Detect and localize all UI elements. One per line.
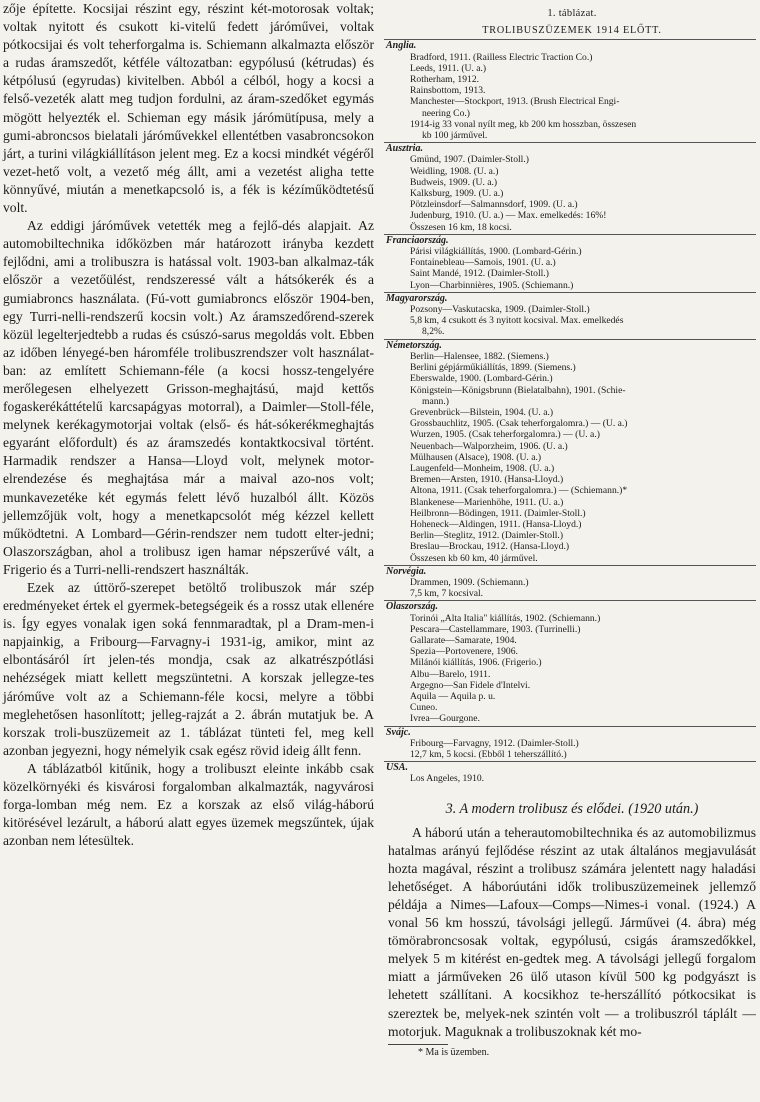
- section-body: [388, 824, 756, 1041]
- table-country-heading: Franciaország.: [384, 234, 756, 246]
- table-entry: Cuneo.: [410, 702, 438, 714]
- table-entry: Wurzen, 1905. (Csak teherforgalomra.) — (U. a.): [410, 429, 600, 441]
- table-entry: Grevenbrück—Bilstein, 1904. (U. a.): [410, 406, 554, 418]
- table-number: 1. táblázat.: [547, 8, 597, 19]
- table-country-heading: Németország.: [384, 339, 756, 351]
- table-entry: 12,7 km, 5 kocsi. (Ebből 1 teherszállító.): [410, 749, 567, 760]
- table-entry: Pötzleinsdorf—Salmannsdorf, 1909. (U. a.): [410, 199, 578, 211]
- left-paragraph-4: A táblázatból kitűnik, hogy a trolibuszt eleinte inkább csak közelkörnyéki és kisvárosi forgalomban alkalmazták, nagyvárosi forga-lomban még nem. Ez a korszak az első világ-háború kitörésével lezárult, a háború alatt egyes üzemek megszűntek, újak azonban nem létesültek.: [3, 760, 374, 849]
- right-column: [388, 0, 756, 1058]
- table-country-heading: Olaszország.: [384, 600, 756, 612]
- table-entry: Leeds, 1911. (U. a.): [410, 62, 487, 74]
- table-entry: Mülhausen (Alsace), 1908. (U. a.): [410, 451, 542, 463]
- table-entry: Ivrea—Gourgone.: [410, 713, 480, 725]
- table-entry: mann.): [422, 395, 449, 407]
- table-country-heading: USA.: [384, 761, 756, 773]
- table-entry: kb 100 járművel.: [422, 130, 488, 142]
- table-country-heading: Svájc.: [384, 726, 756, 738]
- table-entry: Hoheneck—Aldingen, 1911. (Hansa-Lloyd.): [410, 518, 582, 530]
- table-entry: Összesen kb 60 km, 40 járművel.: [410, 552, 538, 564]
- table-entry: Milánói kiállítás, 1906. (Frigerio.): [410, 657, 542, 669]
- footnote-rule: [388, 1044, 448, 1045]
- table-entry: 8,2%.: [422, 326, 445, 338]
- left-paragraph-3: Ezek az úttörő-szerepet betöltő trolibuszok már szép eredményeket értek el gyermek-betegségeik és a rossz utak ellenére is. Így egyes vonalak igen soká fennmaradtak, pl a Dram-men-i napjainkig, a Fribourg—Farvagny-i 1931-ig, amikor, mint az elbontásáról írt jelen-tés mondja, csak az alkatrészpótlási nehézségek miatt kellett megszüntetni. A korszak jellegze-tes járóműve volt az a Schiemann-féle kocsi, melyre a többi meglehetősen hasonlított; jelleg-rajzát a 2. ábrán mutatjuk be. A korszak troli-buszüzemeit az 1. táblázat tünteti fel, meg kell azonban jegyezni, hogy némelyik csak egész rövid ideig állt fenn.: [3, 580, 374, 758]
- left-paragraph-1: zője építette. Kocsijai részint egy, részint két-motorosak voltak; voltak nyitott és csukott ki-vitelű fedett járóművei, voltak pótkocsijai és volt teherforgalma is. Schiemann alkalmazta először a rudas áramszedőt, kétféle változatban: egypólusú (kétrudas) és kétpólusú (egyrudas) kivitelben. Abból a célból, hogy a kocsi a felső-vezeték alatt meg tudjon fordulni, az áram-szedőket egymás mögött helyezték el. Schieman egy másik járómütípusa, mely a gumi-abroncsos bielatali járóművekkel ellentétben vasabroncsokon járt, a turini világkiállításon jelent meg. Ez a kocsi mindkét végéről vezet-hető volt, a vezető még állt, ami a vezetést aligha tette könnyűvé, miután a menetkapcsoló is, a fék is kézíműködtetésű volt.: [3, 1, 374, 216]
- table-entry: Laugenfeld—Monheim, 1908. (U. a.): [410, 462, 555, 474]
- table-entry: Bradford, 1911. (Railless Electric Traction Co.): [410, 51, 593, 63]
- table-title: TROLIBUSZÜZEMEK 1914 ELŐTT.: [482, 25, 662, 37]
- table-country-heading: Ausztria.: [384, 142, 756, 154]
- table-entry: Saint Mandé, 1912. (Daimler-Stoll.): [410, 268, 549, 280]
- footnote: * Ma is üzemben.: [418, 1046, 490, 1058]
- table-entry: Albu—Barelo, 1911.: [410, 668, 491, 680]
- table-entry: Judenburg, 1910. (U. a.) — Max. emelkedés: 16%!: [410, 210, 607, 222]
- table-entry: Weidling, 1908. (U. a.): [410, 165, 499, 177]
- table-entry: Gallarate—Samarate, 1904.: [410, 634, 517, 646]
- table-entry: Berlin—Steglitz, 1912. (Daimler-Stoll.): [410, 530, 564, 542]
- table-entry: Altona, 1911. (Csak teherforgalomra.) — (Schiemann.)*: [410, 485, 628, 497]
- left-column: [3, 0, 374, 850]
- table-entry: Torinói „Alta Italia" kiállítás, 1902. (Schiemann.): [410, 612, 601, 624]
- table-entry: Kalksburg, 1909. (U. a.): [410, 188, 504, 200]
- table-country-heading: Magyarország.: [384, 292, 756, 304]
- section-paragraph: A háború után a teherautomobiltechnika és az automobilizmus hatalmas arányú fejlődése részint az utak általános megjavulását hozta magával, részint a trolibusz számára jelentett nagy haladási lehetőséget. A háborúutáni idők trolibuszüzemeinek jellemző példája a Nimes—Lafoux—Comps—Nimes-i vonal. (1924.) A vonal 56 km hosszú, távolsági jellegű. Járművei (4. ábra) még tömörabroncsosak voltak, egypólusú, csigás áramszedőkkel, melyek 5 m kitérést en-gedtek meg. A távolsági jellegű forgalom miatt a járműveken 26 ülő utason kívül 500 kg podgyászt is lehetett szállítani. A kocsikhoz te-herszállító pótkocsikat is szereztek be, melyek-nek szintén volt — a trolibuszról táplált — motorjuk. Maguknak a trolibuszoknak két mo-: [388, 824, 756, 1039]
- table-entry: Fontainebleau—Samois, 1901. (U. a.): [410, 257, 556, 269]
- table-entry: 1914-ig 33 vonal nyílt meg, kb 200 km hosszban, összesen: [410, 118, 637, 130]
- table-entry: Neuenbach—Walporzheim, 1906. (U. a.): [410, 440, 568, 452]
- table-entry: Aquila — Aquila p. u.: [410, 690, 496, 702]
- table-entry: Összesen 16 km, 18 kocsi.: [410, 221, 512, 233]
- table-entry: Grossbauchlitz, 1905. (Csak teherforgalomra.) — (U. a.): [410, 418, 628, 430]
- table-entry: Rainsbottom, 1913.: [410, 85, 486, 97]
- section-heading: 3. A modern trolibusz és elődei. (1920 után.): [445, 800, 699, 817]
- table-entry: Pozsony—Vaskutacska, 1909. (Daimler-Stoll.): [410, 304, 590, 316]
- table-entry: Los Angeles, 1910.: [410, 773, 485, 785]
- table-entry: Heilbronn—Bödingen, 1911. (Daimler-Stoll.): [410, 507, 586, 519]
- table-entry: Breslau—Brockau, 1912. (Hansa-Lloyd.): [410, 541, 570, 553]
- table-body: [388, 39, 756, 784]
- table-entry: Párisi világkiállítás, 1900. (Lombard-Gérin.): [410, 246, 582, 258]
- table-entry: Berlini gépjárműkiállítás, 1899. (Siemens.): [410, 362, 576, 374]
- table-entry: Lyon—Charbinnières, 1905. (Schiemann.): [410, 279, 574, 291]
- table-entry: Berlin—Halensee, 1882. (Siemens.): [410, 350, 549, 362]
- table-entry: Gmünd, 1907. (Daimler-Stoll.): [410, 154, 529, 166]
- table-entry: Budweis, 1909. (U. a.): [410, 176, 498, 188]
- table-entry: Bremen—Arsten, 1910. (Hansa-Lloyd.): [410, 474, 564, 486]
- table-entry: Rotherham, 1912.: [410, 74, 480, 86]
- table-entry: Königstein—Königsbrunn (Bielatalbahn), 1901. (Schie-: [410, 384, 626, 396]
- table-entry: neering Co.): [422, 107, 470, 119]
- table-entry: Manchester—Stockport, 1913. (Brush Electrical Engi-: [410, 96, 620, 108]
- table-entry: Argegno—San Fidele d'Intelvi.: [410, 679, 531, 691]
- table-entry: Spezia—Portovenere, 1906.: [410, 646, 518, 658]
- trolleybus-table: [388, 8, 756, 785]
- table-entry: Fribourg—Farvagny, 1912. (Daimler-Stoll.): [410, 737, 579, 749]
- table-country-heading: Norvégia.: [384, 565, 756, 577]
- table-entry: Pescara—Castellammare, 1903. (Turrinelli.): [410, 623, 581, 635]
- table-entry: Drammen, 1909. (Schiemann.): [410, 576, 529, 588]
- left-paragraph-2: Az eddigi járóművek vetették meg a fejlő-dés alapjait. Az automobiltechnika időközben már határozott irányba kezdett fejlődni, ami a trolibuszra is hatással volt. 1903-ban alkalmaz-ták először a vezetőülést, rendszeressé vált a hátsókerék és a gumiabroncs használata. (Fú-vott gumiabroncs először 1904-ben, egy Turri-nelli-rendszerű kocsin volt.) Az áramszedőrend-szerek közül legelterjedtebb a rudas és csúszó-sarus megoldás volt. Ebben az időben lényegé-ben háromféle trolibuszrendszer volt használat-ban: az említett Schiemann-féle (a kocsi hossz-tengelyére merőlegesen elhelyezett Grisson-meghajtású, majd kettős fogaskerékáttételű karcsapágyas motorral), a Daimler—Stoll-féle, melynek kerékagymotorjai voltak (első- és hát-sókerékmeghajtás egyaránt előfordult) és az áramszedés kontaktkocsival történt. Harmadik rendszer a Hansa—Lloyd volt, melynek motor-elrendezése és meghajtása már a maival azo-nos volt; munkavezetéke két egymás felett lévő huzalból állt. Közös jellemzőjük volt, hogy a menetkapcsolót még kézzel kellett működtetni. A Lombard—Gérin-rendszer nem tudott elter-jedni; Olaszországban, ahol a trolibusz igen hamar népszerűvé vált, a Frigerio és a Turri-nelli-rendszert használták.: [3, 218, 374, 577]
- table-entry: Eberswalde, 1900. (Lombard-Gérin.): [410, 373, 553, 385]
- table-entry: Blankenese—Marienhöhe, 1911. (U. a.): [410, 496, 564, 508]
- table-country-heading: Anglia.: [384, 39, 756, 51]
- table-entry: 5,8 km, 4 csukott és 3 nyitott kocsival. Max. emelkedés: [410, 315, 624, 327]
- table-entry: 7,5 km, 7 kocsival.: [410, 588, 484, 600]
